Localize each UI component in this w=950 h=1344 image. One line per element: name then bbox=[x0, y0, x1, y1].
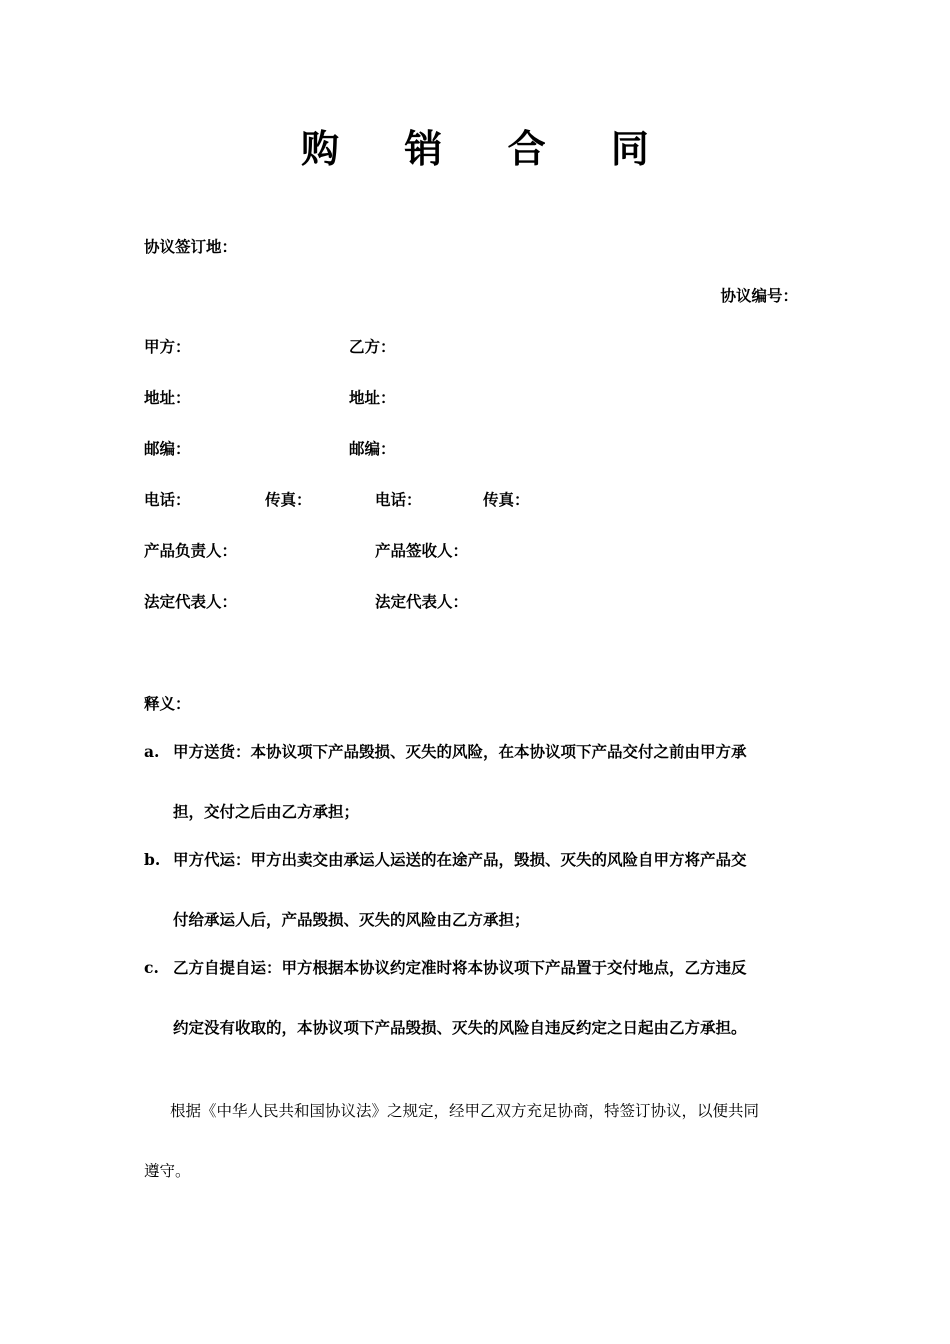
definition-marker-c: c. bbox=[144, 958, 159, 977]
party-a-postcode-label: 邮编： bbox=[144, 439, 191, 458]
definition-c-line-2: 约定没有收取的，本协议项下产品毁损、灭失的风险自违反约定之日起由乙方承担。 bbox=[173, 1018, 747, 1037]
party-b-legal-rep-label: 法定代表人： bbox=[375, 592, 469, 611]
party-b-postcode-label: 邮编： bbox=[349, 439, 396, 458]
definition-a-line-1: 甲方送货：本协议项下产品毁损、灭失的风险，在本协议项下产品交付之前由甲方承 bbox=[173, 742, 747, 761]
party-a-legal-rep-label: 法定代表人： bbox=[144, 592, 238, 611]
definition-marker-a: a. bbox=[144, 742, 160, 761]
definition-b-line-2: 付给承运人后，产品毁损、灭失的风险由乙方承担； bbox=[173, 910, 530, 929]
definitions-heading: 释义： bbox=[144, 694, 191, 713]
closing-line-2: 遵守。 bbox=[144, 1162, 191, 1180]
party-a-address-label: 地址： bbox=[144, 388, 191, 407]
definition-c-line-1: 乙方自提自运：甲方根据本协议约定准时将本协议项下产品置于交付地点，乙方违反 bbox=[173, 958, 747, 977]
product-manager-label: 产品负责人： bbox=[144, 541, 238, 560]
signing-place-label: 协议签订地： bbox=[144, 237, 238, 256]
definition-marker-b: b. bbox=[144, 850, 161, 869]
party-a-fax-label: 传真： bbox=[265, 490, 312, 509]
contract-number-label: 协议编号： bbox=[720, 286, 798, 305]
definition-b-line-1: 甲方代运：甲方出卖交由承运人运送的在途产品，毁损、灭失的风险自甲方将产品交 bbox=[173, 850, 747, 869]
party-b-phone-label: 电话： bbox=[375, 490, 422, 509]
document-title: 购 销 合 同 bbox=[301, 126, 675, 171]
party-b-address-label: 地址： bbox=[349, 388, 396, 407]
closing-line-1: 根据《中华人民共和国协议法》之规定，经甲乙双方充足协商，特签订协议，以便共同 bbox=[170, 1102, 760, 1120]
party-b-fax-label: 传真： bbox=[483, 490, 530, 509]
party-a-label: 甲方： bbox=[144, 337, 191, 356]
definition-a-line-2: 担，交付之后由乙方承担； bbox=[173, 802, 360, 821]
party-b-label: 乙方： bbox=[349, 337, 396, 356]
party-a-phone-label: 电话： bbox=[144, 490, 191, 509]
product-receiver-label: 产品签收人： bbox=[375, 541, 469, 560]
